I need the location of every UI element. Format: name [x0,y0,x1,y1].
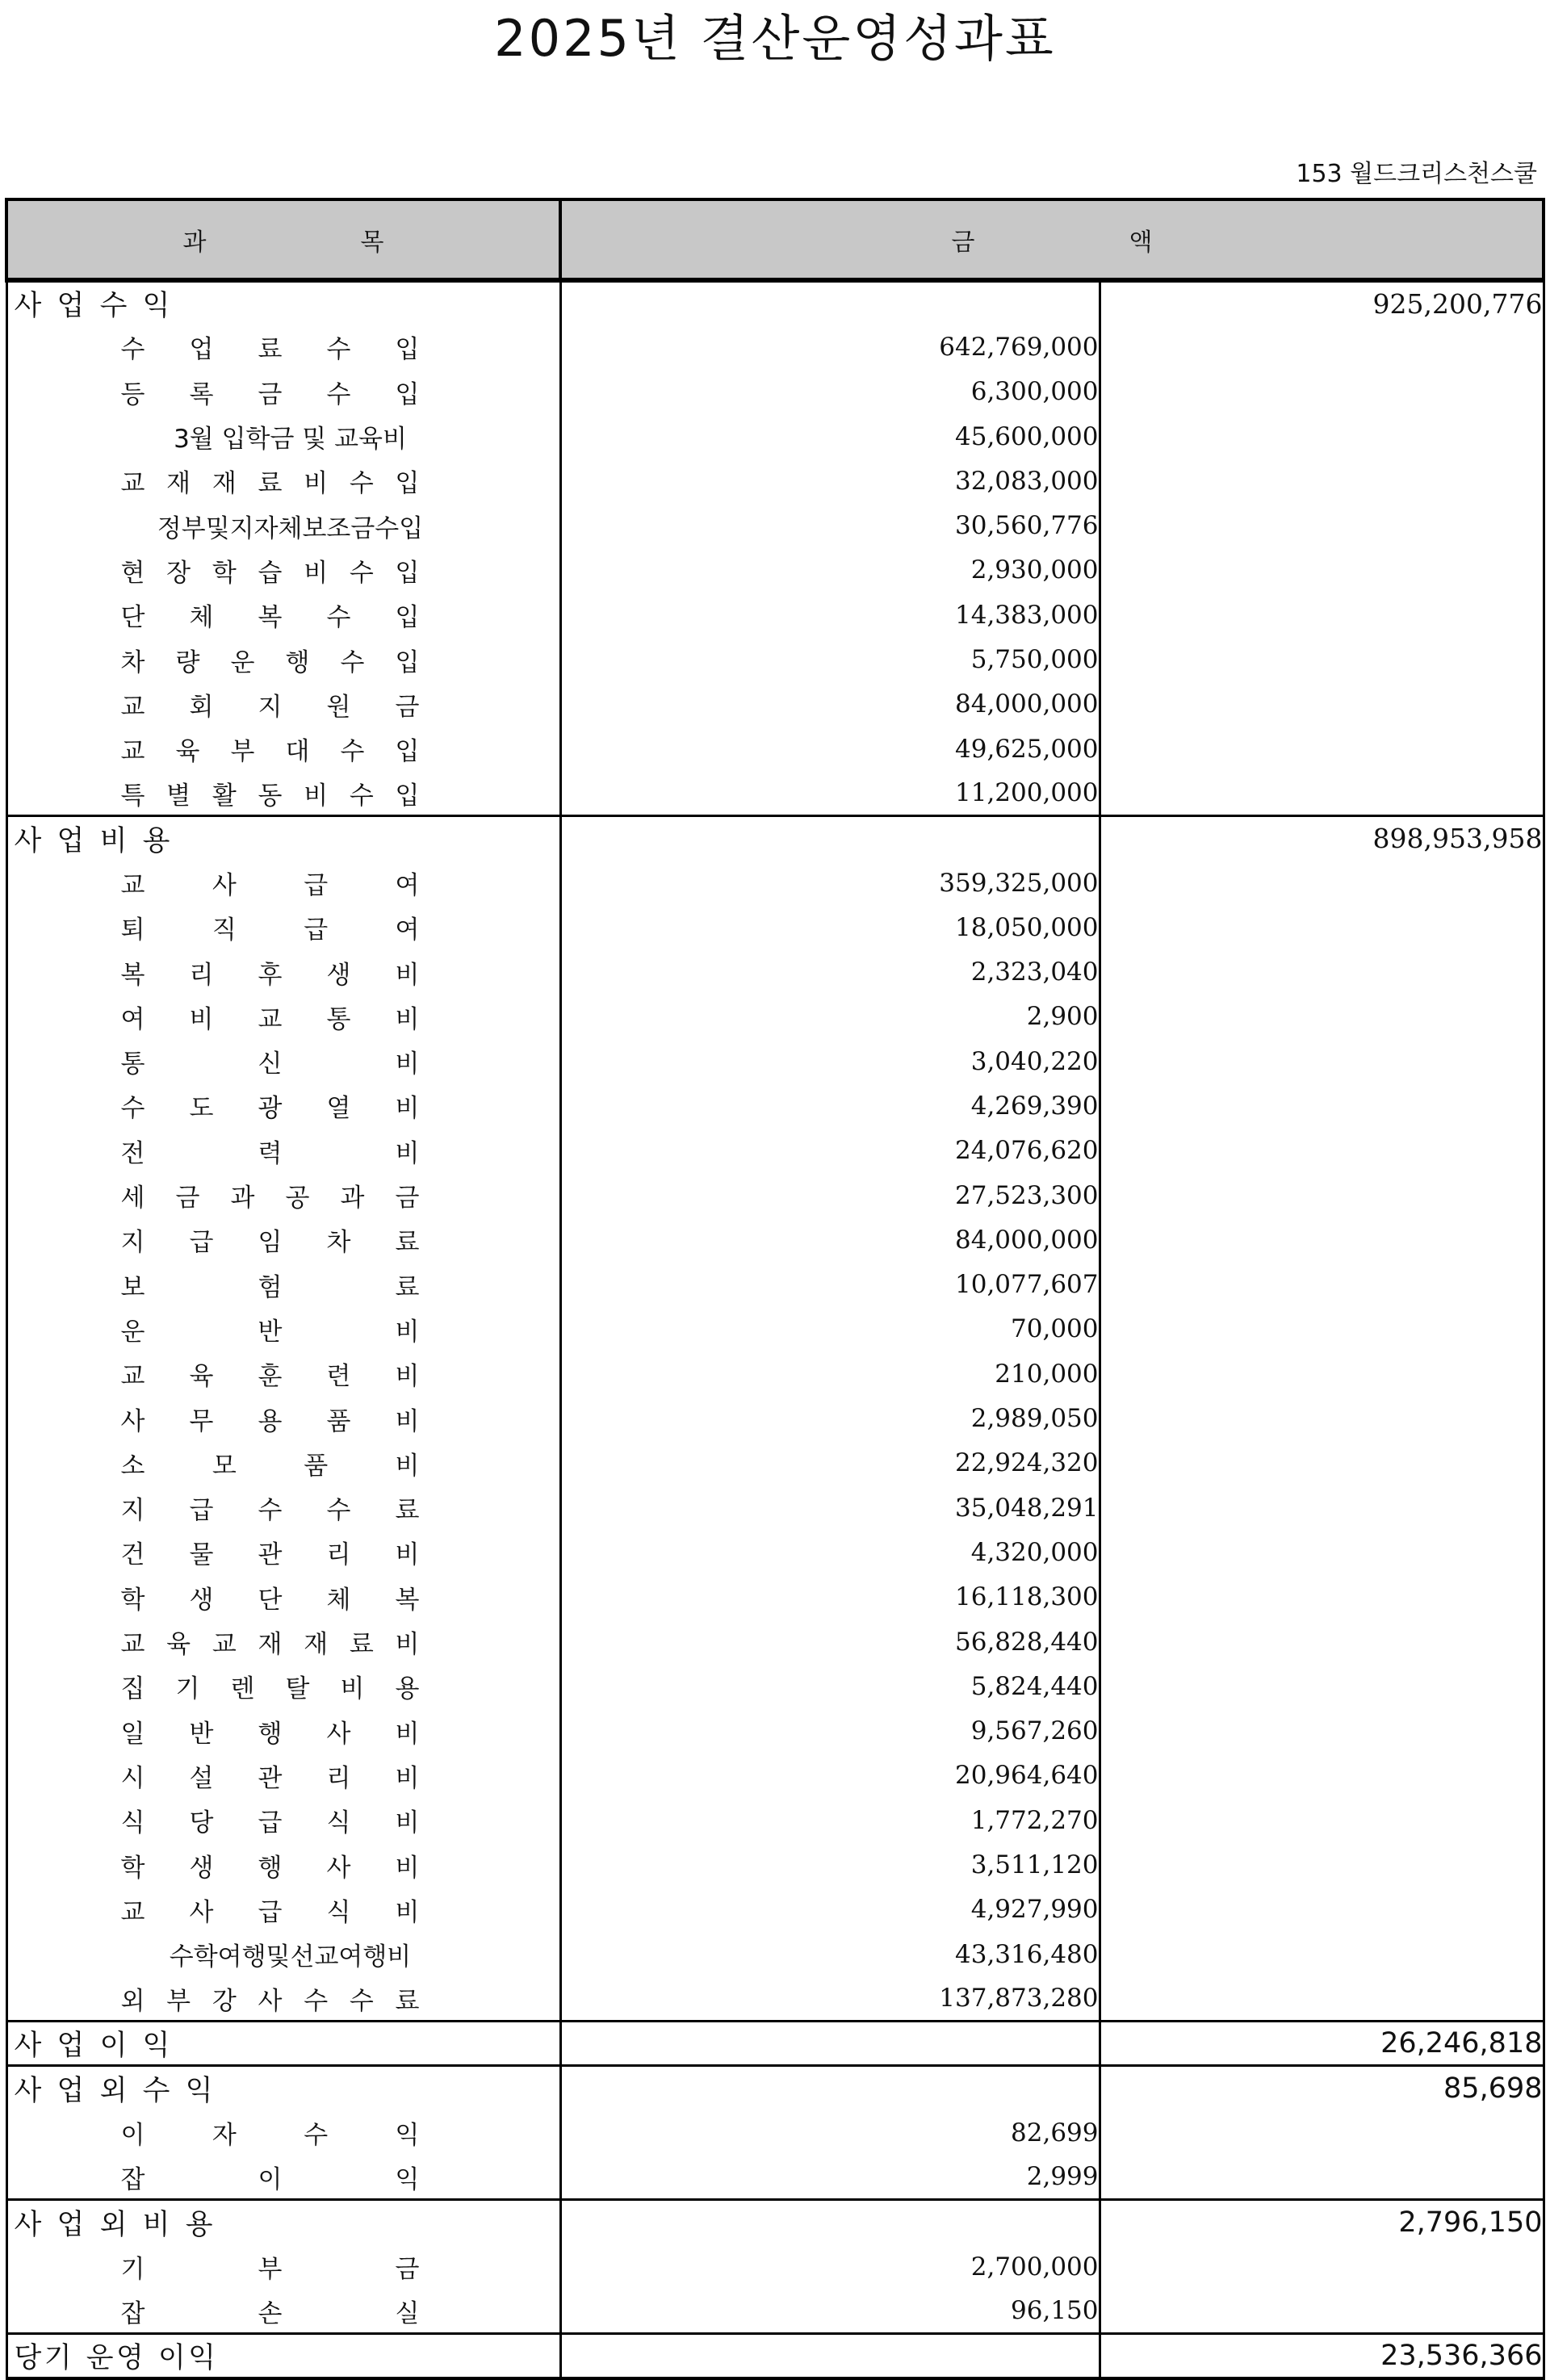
item-name [6,771,560,815]
item-amount: 3,040,220 [560,1039,1100,1083]
item-label: 집 기 렌 탈 비 용 [120,1674,420,1704]
section-row [6,280,1544,325]
item-name [6,949,560,994]
item-name [6,1530,560,1574]
item-row [6,1932,1544,1976]
item-total-blank [1100,949,1544,994]
item-label: 외 부 강 사 수 수 료 [120,1986,420,2016]
item-total-blank [1100,593,1544,637]
section-spacer [560,2334,1100,2378]
item-name [6,1664,560,1708]
section-name [6,2022,560,2066]
item-label: 사 무 용 품 비 [120,1406,420,1436]
item-amount: 49,625,000 [560,727,1100,771]
section-name [6,2066,560,2110]
item-name [6,1129,560,1173]
item-row [6,1530,1544,1574]
item-total-blank [1100,325,1544,369]
item-amount: 3,511,120 [560,1842,1100,1887]
section-spacer [560,2066,1100,2110]
item-amount: 84,000,000 [560,1217,1100,1262]
item-label: 전 력 비 [120,1138,420,1168]
item-amount: 43,316,480 [560,1932,1100,1976]
item-amount: 2,989,050 [560,1396,1100,1440]
section-name [6,2200,560,2244]
section-total: 925,200,776 [1100,280,1544,325]
section-label: 사업외비용 [14,2209,228,2242]
item-name [6,995,560,1039]
item-amount: 56,828,440 [560,1619,1100,1664]
item-label: 퇴 직 급 여 [120,916,420,945]
item-amount: 45,600,000 [560,414,1100,459]
item-label: 지 급 임 차 료 [120,1228,420,1258]
item-total-blank [1100,995,1544,1039]
item-label: 수 도 광 열 비 [120,1094,420,1124]
section-spacer [560,2200,1100,2244]
item-row [6,1664,1544,1708]
item-label: 잡 이 익 [120,2164,420,2194]
item-amount: 16,118,300 [560,1575,1100,1619]
item-name [6,905,560,949]
item-total-blank [1100,1888,1544,1932]
item-row [6,905,1544,949]
item-label: 잡 손 실 [120,2298,420,2328]
item-row [6,1263,1544,1307]
section-total: 898,953,958 [1100,816,1544,861]
item-label: 특 별 활 동 비 수 입 [120,781,420,811]
item-total-blank [1100,459,1544,503]
item-label: 이 자 수 익 [120,2121,420,2151]
item-row [6,1709,1544,1754]
item-row [6,1396,1544,1440]
item-amount: 27,523,300 [560,1173,1100,1217]
item-label: 복 리 후 생 비 [120,960,420,990]
item-row [6,1842,1544,1887]
item-row [6,1351,1544,1396]
item-name [6,1709,560,1754]
item-total-blank [1100,1173,1544,1217]
item-label: 일 반 행 사 비 [120,1719,420,1749]
item-amount: 14,383,000 [560,593,1100,637]
item-total-blank [1100,905,1544,949]
item-label: 3월 입학금 및 교육비 [174,425,407,455]
item-name [6,2155,560,2199]
item-amount: 2,700,000 [560,2244,1100,2289]
item-label: 시 설 관 리 비 [120,1763,420,1793]
section-row [6,2022,1544,2066]
item-row [6,1217,1544,1262]
item-name [6,682,560,727]
section-label: 사업이익 [14,2030,186,2063]
item-name [6,1351,560,1396]
item-amount: 137,873,280 [560,1976,1100,2021]
page-title: 2025년 결산운영성과표 [494,9,1056,68]
item-label: 수 업 료 수 입 [120,335,420,365]
item-total-blank [1100,414,1544,459]
item-name [6,2289,560,2333]
item-amount: 4,269,390 [560,1083,1100,1128]
item-total-blank [1100,1619,1544,1664]
item-label: 식 당 급 식 비 [120,1808,420,1838]
item-label: 학 생 단 체 복 [120,1585,420,1615]
item-amount: 4,927,990 [560,1888,1100,1932]
item-amount: 6,300,000 [560,370,1100,414]
section-total: 2,796,150 [1100,2200,1544,2244]
item-name [6,861,560,905]
item-row [6,1173,1544,1217]
item-total-blank [1100,1217,1544,1262]
item-name [6,1307,560,1351]
section-label: 사업외수익 [14,2075,228,2108]
item-total-blank [1100,1351,1544,1396]
item-name [6,2244,560,2289]
item-label: 세 금 과 공 과 금 [120,1184,420,1213]
item-amount: 210,000 [560,1351,1100,1396]
item-name [6,1173,560,1217]
item-total-blank [1100,1664,1544,1708]
item-label: 건 물 관 리 비 [120,1540,420,1570]
item-total-blank [1100,1798,1544,1842]
item-total-blank [1100,1263,1544,1307]
item-label: 교 회 지 원 금 [120,692,420,722]
item-total-blank [1100,2110,1544,2155]
item-total-blank [1100,1976,1544,2021]
section-row [6,2200,1544,2244]
item-amount: 2,323,040 [560,949,1100,994]
section-label: 당기 운영 이익 [14,2342,219,2375]
item-total-blank [1100,548,1544,593]
item-amount: 642,769,000 [560,325,1100,369]
section-row [6,816,1544,861]
item-amount: 5,750,000 [560,637,1100,681]
item-total-blank [1100,1932,1544,1976]
item-total-blank [1100,1083,1544,1128]
item-row [6,2110,1544,2155]
item-name [6,370,560,414]
section-label: 사업비용 [14,824,186,857]
item-amount: 2,930,000 [560,548,1100,593]
item-name [6,1575,560,1619]
section-total: 85,698 [1100,2066,1544,2110]
item-label: 차 량 운 행 수 입 [120,647,420,677]
item-total-blank [1100,1842,1544,1887]
item-amount: 96,150 [560,2289,1100,2333]
item-row [6,637,1544,681]
item-total-blank [1100,682,1544,727]
section-name [6,2334,560,2378]
item-label: 교 사 급 여 [120,871,420,900]
item-row [6,1976,1544,2021]
item-name [6,1217,560,1262]
item-label: 수학여행및선교여행비 [169,1942,412,1972]
item-label: 소 모 품 비 [120,1451,420,1481]
item-name [6,2110,560,2155]
item-amount: 11,200,000 [560,771,1100,815]
item-total-blank [1100,771,1544,815]
item-label: 교 육 교 재 재 료 비 [120,1630,420,1660]
organization-name: 153 월드크리스천스쿨 [1296,160,1537,188]
item-label: 학 생 행 사 비 [120,1853,420,1883]
item-label: 교 사 급 식 비 [120,1897,420,1927]
item-name [6,414,560,459]
item-total-blank [1100,2289,1544,2333]
item-name [6,1039,560,1083]
item-name [6,1396,560,1440]
item-total-blank [1100,503,1544,547]
item-amount: 82,699 [560,2110,1100,2155]
section-total: 26,246,818 [1100,2022,1544,2066]
item-name [6,637,560,681]
item-amount: 359,325,000 [560,861,1100,905]
item-row [6,1307,1544,1351]
item-name [6,1976,560,2021]
item-name [6,1263,560,1307]
item-amount: 32,083,000 [560,459,1100,503]
item-total-blank [1100,1396,1544,1440]
item-label: 등 록 금 수 입 [120,379,420,409]
item-name [6,1842,560,1887]
item-row [6,771,1544,815]
item-total-blank [1100,2244,1544,2289]
item-amount: 9,567,260 [560,1709,1100,1754]
item-row [6,1039,1544,1083]
item-total-blank [1100,1039,1544,1083]
ledger-body [6,280,1544,2378]
item-label: 지 급 수 수 료 [120,1496,420,1526]
item-row [6,1129,1544,1173]
item-label: 교 육 부 대 수 입 [120,737,420,767]
item-name [6,1932,560,1976]
item-total-blank [1100,2155,1544,2199]
item-row [6,370,1544,414]
item-total-blank [1100,370,1544,414]
item-label: 정부및지자체보조금수입 [157,513,424,543]
item-amount: 30,560,776 [560,503,1100,547]
item-total-blank [1100,1441,1544,1485]
section-spacer [560,816,1100,861]
item-total-blank [1100,1530,1544,1574]
section-name [6,816,560,861]
section-spacer [560,2022,1100,2066]
item-label: 교 재 재 료 비 수 입 [120,469,420,499]
item-row [6,2244,1544,2289]
item-name [6,1485,560,1530]
item-label: 단 체 복 수 입 [120,603,420,633]
item-name [6,1888,560,1932]
table-header-row [6,199,1544,280]
item-amount: 2,900 [560,995,1100,1039]
item-row [6,1754,1544,1798]
item-amount: 5,824,440 [560,1664,1100,1708]
item-name [6,325,560,369]
item-amount: 70,000 [560,1307,1100,1351]
section-spacer [560,280,1100,325]
item-amount: 24,076,620 [560,1129,1100,1173]
item-row [6,1798,1544,1842]
section-label: 사업수익 [14,290,186,323]
item-name [6,1798,560,1842]
item-total-blank [1100,1709,1544,1754]
item-row [6,995,1544,1039]
item-amount: 4,320,000 [560,1530,1100,1574]
section-total: 23,536,366 [1100,2334,1544,2378]
item-amount: 10,077,607 [560,1263,1100,1307]
item-row [6,1083,1544,1128]
item-row [6,861,1544,905]
item-total-blank [1100,861,1544,905]
item-name [6,593,560,637]
item-amount: 2,999 [560,2155,1100,2199]
item-total-blank [1100,1575,1544,1619]
item-label: 현 장 학 습 비 수 입 [120,558,420,588]
item-amount: 1,772,270 [560,1798,1100,1842]
item-total-blank [1100,1129,1544,1173]
item-amount: 35,048,291 [560,1485,1100,1530]
section-row [6,2066,1544,2110]
item-row [6,1441,1544,1485]
item-amount: 18,050,000 [560,905,1100,949]
operating-results-table [5,198,1545,2380]
item-name [6,1754,560,1798]
item-row [6,325,1544,369]
item-name [6,1441,560,1485]
item-row [6,1619,1544,1664]
item-label: 통 신 비 [120,1050,420,1079]
item-total-blank [1100,1307,1544,1351]
item-amount: 84,000,000 [560,682,1100,727]
item-row [6,1485,1544,1530]
item-row [6,1575,1544,1619]
item-row [6,727,1544,771]
item-row [6,459,1544,503]
item-label: 운 반 비 [120,1317,420,1347]
item-row [6,949,1544,994]
item-total-blank [1100,1485,1544,1530]
item-total-blank [1100,1754,1544,1798]
item-label: 여 비 교 통 비 [120,1004,420,1034]
subject-column-header: 과 목 [6,199,560,280]
item-row [6,503,1544,547]
item-name [6,503,560,547]
item-row [6,414,1544,459]
item-label: 기 부 금 [120,2255,420,2285]
amount-column-header: 금 액 [560,199,1544,280]
item-name [6,727,560,771]
item-row [6,1888,1544,1932]
item-amount: 20,964,640 [560,1754,1100,1798]
item-label: 교 육 훈 련 비 [120,1362,420,1392]
item-label: 보 험 료 [120,1272,420,1302]
item-name [6,459,560,503]
item-total-blank [1100,727,1544,771]
item-row [6,2289,1544,2333]
item-row [6,593,1544,637]
item-name [6,1083,560,1128]
item-row [6,2155,1544,2199]
item-row [6,548,1544,593]
section-name [6,280,560,325]
item-total-blank [1100,637,1544,681]
item-amount: 22,924,320 [560,1441,1100,1485]
item-row [6,682,1544,727]
item-name [6,1619,560,1664]
item-name [6,548,560,593]
section-row [6,2334,1544,2378]
